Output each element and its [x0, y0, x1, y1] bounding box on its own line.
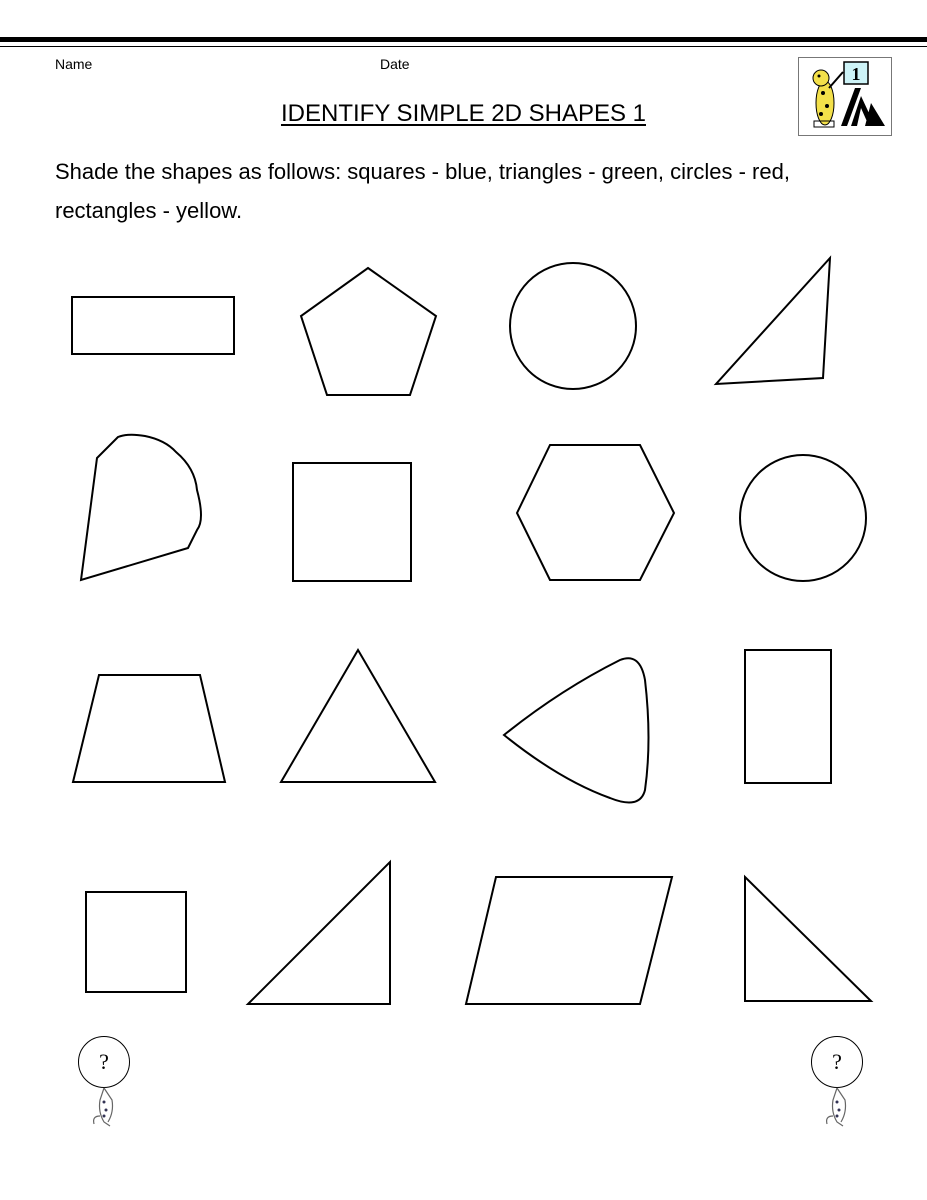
- shape-triangle-scalene[interactable]: [716, 258, 830, 384]
- shape-trapezoid[interactable]: [73, 675, 225, 782]
- name-label: Name: [55, 56, 93, 72]
- shape-irregular-blob[interactable]: [81, 435, 201, 580]
- shape-rectangle-tall[interactable]: [745, 650, 831, 783]
- shape-triangle-equilateral[interactable]: [281, 650, 435, 782]
- shape-hexagon[interactable]: [517, 445, 674, 580]
- shape-circle-2[interactable]: [740, 455, 866, 581]
- instructions: Shade the shapes as follows: squares - blue, triangles - green, circles - red, rectangles - yellow.: [55, 159, 790, 223]
- shape-square-1[interactable]: [293, 463, 411, 581]
- shape-triangle-right-2[interactable]: [745, 877, 871, 1001]
- shape-circle-1[interactable]: [510, 263, 636, 389]
- shape-triangle-right-1[interactable]: [248, 862, 390, 1004]
- shape-square-2[interactable]: [86, 892, 186, 992]
- date-label: Date: [380, 56, 410, 72]
- help-icon-right: ?: [811, 1036, 867, 1126]
- page-title: IDENTIFY SIMPLE 2D SHAPES 1: [280, 100, 646, 127]
- shape-parallelogram[interactable]: [466, 877, 672, 1004]
- help-icon-left: ?: [78, 1036, 134, 1126]
- svg-text:1: 1: [851, 64, 861, 84]
- shape-pentagon[interactable]: [301, 268, 436, 395]
- shape-rectangle-wide[interactable]: [72, 297, 234, 354]
- shape-curved-teardrop[interactable]: [504, 658, 649, 802]
